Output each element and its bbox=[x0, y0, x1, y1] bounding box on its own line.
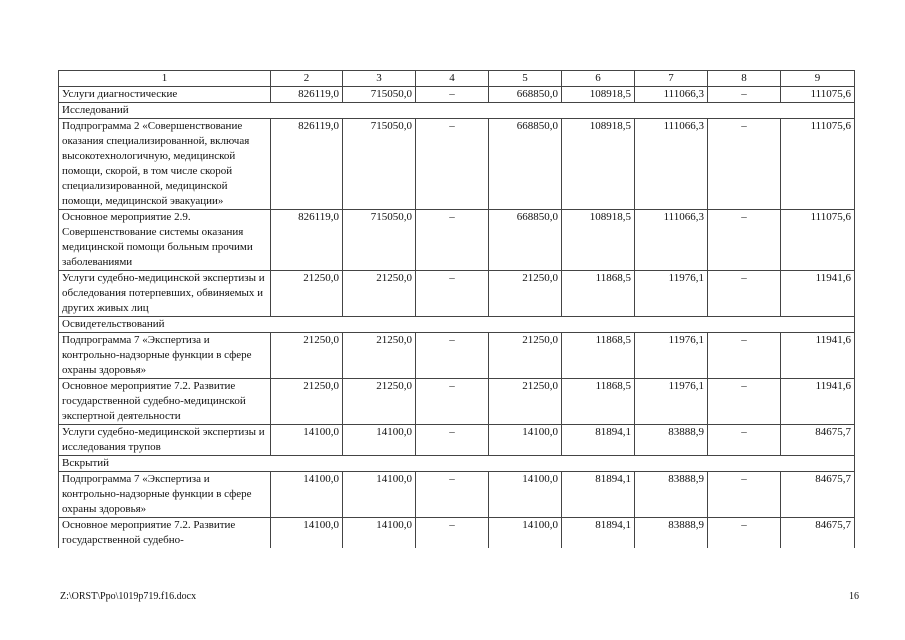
table-row bbox=[59, 87, 855, 103]
value-cell: 668850,0 bbox=[489, 119, 562, 210]
value-cell: 14100,0 bbox=[271, 518, 343, 549]
value-cell: 111066,3 bbox=[635, 210, 708, 271]
value-cell: 21250,0 bbox=[271, 379, 343, 425]
value-cell: 111075,6 bbox=[781, 119, 855, 210]
budget-table bbox=[58, 70, 855, 548]
column-header: 7 bbox=[635, 71, 708, 87]
value-cell: 21250,0 bbox=[489, 271, 562, 317]
value-cell: 14100,0 bbox=[489, 425, 562, 456]
value-cell: – bbox=[416, 210, 489, 271]
value-cell: – bbox=[708, 518, 781, 549]
value-cell: 14100,0 bbox=[271, 425, 343, 456]
value-cell: – bbox=[416, 119, 489, 210]
column-header: 3 bbox=[343, 71, 416, 87]
value-cell: – bbox=[416, 379, 489, 425]
table-row bbox=[59, 472, 855, 518]
section-label: Исследований bbox=[59, 103, 855, 119]
column-header: 4 bbox=[416, 71, 489, 87]
value-cell: – bbox=[708, 425, 781, 456]
value-cell: 14100,0 bbox=[343, 425, 416, 456]
value-cell: 111075,6 bbox=[781, 210, 855, 271]
row-label: Услуги диагностические bbox=[59, 87, 271, 103]
row-label: Подпрограмма 7 «Экспертиза и контрольно-надзорные функции в сфере охраны здоровья» bbox=[59, 472, 271, 518]
table-row bbox=[59, 119, 855, 210]
value-cell: 11868,5 bbox=[562, 333, 635, 379]
table-row bbox=[59, 379, 855, 425]
value-cell: 14100,0 bbox=[489, 518, 562, 549]
value-cell: – bbox=[416, 87, 489, 103]
column-header: 1 bbox=[59, 71, 271, 87]
value-cell: 11941,6 bbox=[781, 271, 855, 317]
value-cell: 84675,7 bbox=[781, 472, 855, 518]
value-cell: 84675,7 bbox=[781, 425, 855, 456]
page-number: 16 bbox=[849, 591, 859, 602]
value-cell: 715050,0 bbox=[343, 119, 416, 210]
column-header: 8 bbox=[708, 71, 781, 87]
table-row bbox=[59, 518, 855, 549]
value-cell: – bbox=[708, 210, 781, 271]
value-cell: 21250,0 bbox=[343, 379, 416, 425]
column-header: 2 bbox=[271, 71, 343, 87]
table-row bbox=[59, 425, 855, 456]
value-cell: – bbox=[708, 472, 781, 518]
value-cell: – bbox=[416, 333, 489, 379]
row-label: Подпрограмма 7 «Экспертиза и контрольно-надзорные функции в сфере охраны здоровья» bbox=[59, 333, 271, 379]
value-cell: 111066,3 bbox=[635, 87, 708, 103]
value-cell: 111075,6 bbox=[781, 87, 855, 103]
section-row bbox=[59, 317, 855, 333]
value-cell: 826119,0 bbox=[271, 210, 343, 271]
value-cell: 826119,0 bbox=[271, 119, 343, 210]
row-label: Услуги судебно-медицинской экспертизы и обследования потерпевших, обвиняемых и других живых лиц bbox=[59, 271, 271, 317]
value-cell: – bbox=[416, 518, 489, 549]
value-cell: – bbox=[416, 472, 489, 518]
row-label: Услуги судебно-медицинской экспертизы и исследования трупов bbox=[59, 425, 271, 456]
value-cell: 11941,6 bbox=[781, 333, 855, 379]
value-cell: 21250,0 bbox=[343, 333, 416, 379]
value-cell: 108918,5 bbox=[562, 210, 635, 271]
value-cell: 81894,1 bbox=[562, 518, 635, 549]
value-cell: 14100,0 bbox=[343, 518, 416, 549]
value-cell: 21250,0 bbox=[489, 333, 562, 379]
value-cell: 21250,0 bbox=[271, 271, 343, 317]
value-cell: 715050,0 bbox=[343, 87, 416, 103]
column-header: 9 bbox=[781, 71, 855, 87]
column-header: 6 bbox=[562, 71, 635, 87]
row-label: Основное мероприятие 7.2. Развитие государственной судебно- bbox=[59, 518, 271, 549]
value-cell: 14100,0 bbox=[489, 472, 562, 518]
section-label: Вскрытий bbox=[59, 456, 855, 472]
value-cell: 11976,1 bbox=[635, 333, 708, 379]
value-cell: 668850,0 bbox=[489, 87, 562, 103]
value-cell: 21250,0 bbox=[343, 271, 416, 317]
table-row bbox=[59, 333, 855, 379]
value-cell: 11976,1 bbox=[635, 379, 708, 425]
value-cell: 14100,0 bbox=[271, 472, 343, 518]
row-label: Подпрограмма 2 «Совершенствование оказания специализированной, включая высокотехнологичную, медицинской помощи, скорой, в том числе скорой специализированной, медицинской помощи, медицинской эвакуации» bbox=[59, 119, 271, 210]
value-cell: 21250,0 bbox=[271, 333, 343, 379]
value-cell: – bbox=[708, 271, 781, 317]
section-row bbox=[59, 103, 855, 119]
value-cell: 83888,9 bbox=[635, 518, 708, 549]
value-cell: – bbox=[708, 119, 781, 210]
value-cell: 11976,1 bbox=[635, 271, 708, 317]
value-cell: 715050,0 bbox=[343, 210, 416, 271]
value-cell: 108918,5 bbox=[562, 87, 635, 103]
value-cell: 14100,0 bbox=[343, 472, 416, 518]
value-cell: 83888,9 bbox=[635, 425, 708, 456]
value-cell: 84675,7 bbox=[781, 518, 855, 549]
value-cell: 11941,6 bbox=[781, 379, 855, 425]
value-cell: 111066,3 bbox=[635, 119, 708, 210]
header-row bbox=[59, 71, 855, 87]
section-row bbox=[59, 456, 855, 472]
table-row bbox=[59, 271, 855, 317]
row-label: Основное мероприятие 7.2. Развитие государственной судебно-медицинской экспертной деятельности bbox=[59, 379, 271, 425]
row-label: Основное мероприятие 2.9. Совершенствование системы оказания медицинской помощи больным прочими заболеваниями bbox=[59, 210, 271, 271]
value-cell: 826119,0 bbox=[271, 87, 343, 103]
value-cell: 83888,9 bbox=[635, 472, 708, 518]
value-cell: – bbox=[416, 425, 489, 456]
value-cell: 81894,1 bbox=[562, 425, 635, 456]
value-cell: – bbox=[708, 87, 781, 103]
file-path: Z:\ORST\Ppo\1019p719.f16.docx bbox=[60, 591, 197, 602]
value-cell: 21250,0 bbox=[489, 379, 562, 425]
value-cell: 81894,1 bbox=[562, 472, 635, 518]
value-cell: 11868,5 bbox=[562, 379, 635, 425]
value-cell: 11868,5 bbox=[562, 271, 635, 317]
value-cell: 108918,5 bbox=[562, 119, 635, 210]
section-label: Освидетельствований bbox=[59, 317, 855, 333]
value-cell: – bbox=[416, 271, 489, 317]
value-cell: – bbox=[708, 333, 781, 379]
value-cell: 668850,0 bbox=[489, 210, 562, 271]
table-row bbox=[59, 210, 855, 271]
column-header: 5 bbox=[489, 71, 562, 87]
value-cell: – bbox=[708, 379, 781, 425]
